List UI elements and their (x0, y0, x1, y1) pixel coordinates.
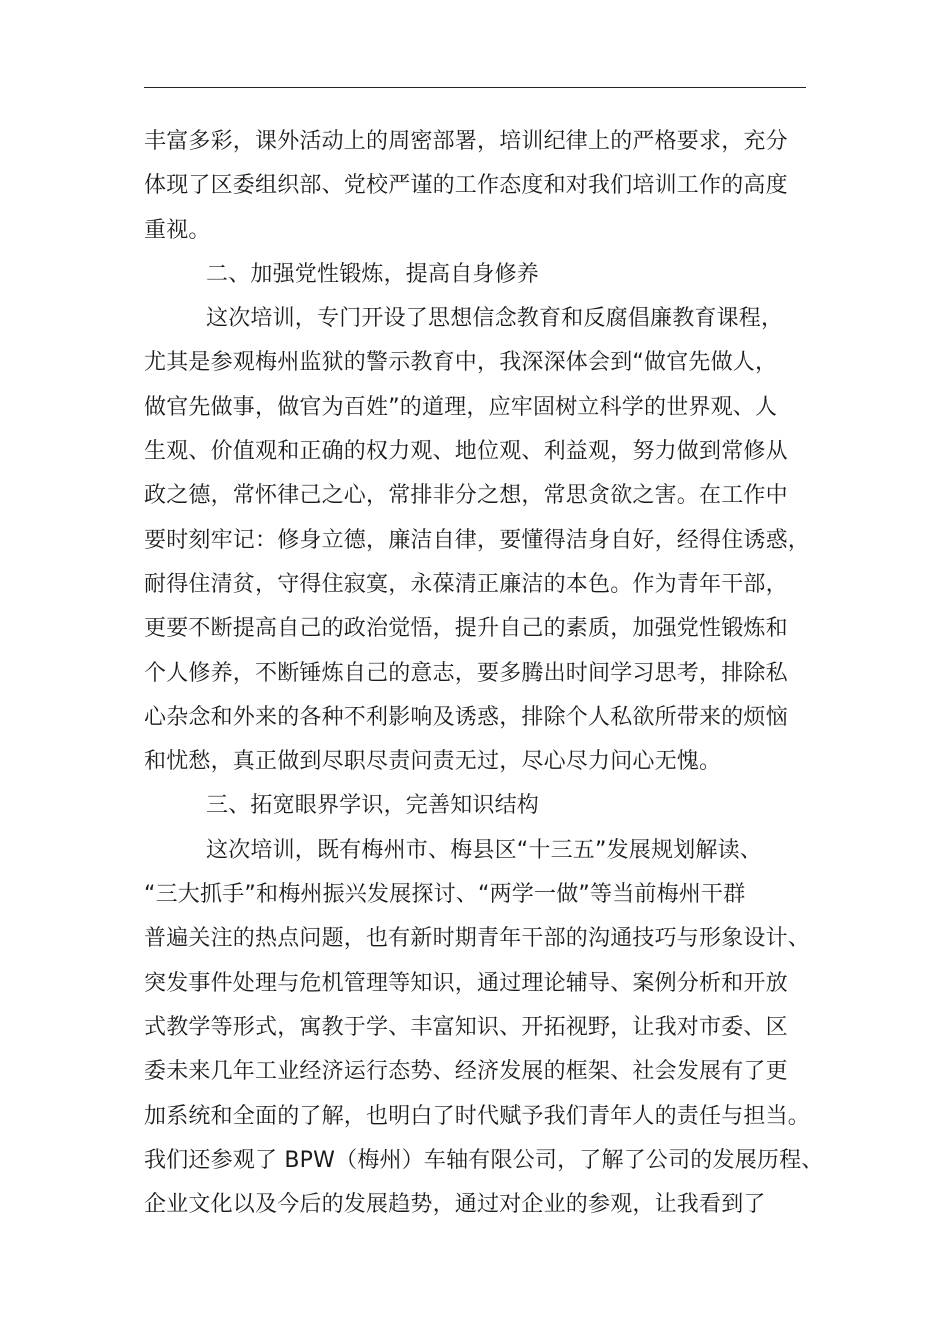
paragraph-line: 要时刻牢记：修身立德，廉洁自律，要懂得洁身自好，经得住诱惑， (144, 527, 811, 553)
paragraph-line: 个人修养，不断锤炼自己的意志，要多腾出时间学习思考，排除私 (144, 660, 788, 686)
paragraph-line-indented: 二、加强党性锻炼，提高自身修养 (206, 261, 540, 287)
paragraph-line: 生观、价值观和正确的权力观、地位观、利益观，努力做到常修从 (144, 439, 788, 465)
paragraph-line: 加系统和全面的了解，也明白了时代赋予我们青年人的责任与担当。 (144, 1103, 811, 1129)
paragraph-line: 和忧愁，真正做到尽职尽责问责无过，尽心尽力问心无愧。 (144, 749, 722, 775)
paragraph-line: 体现了区委组织部、党校严谨的工作态度和对我们培训工作的高度 (144, 173, 788, 199)
paragraph-line: 我们还参观了 BPW（梅州）车轴有限公司，了解了公司的发展历程、 (144, 1147, 824, 1173)
paragraph-line: 突发事件处理与危机管理等知识，通过理论辅导、案例分析和开放 (144, 970, 788, 996)
paragraph-line-indented: 三、拓宽眼界学识，完善知识结构 (206, 793, 540, 819)
paragraph-line: “三大抓手”和梅州振兴发展探讨、“两学一做”等当前梅州干群 (144, 882, 746, 908)
paragraph-line: 重视。 (144, 217, 211, 243)
paragraph-line: 政之德，常怀律己之心，常排非分之想，常思贪欲之害。在工作中 (144, 483, 788, 509)
paragraph-line: 普遍关注的热点问题，也有新时期青年干部的沟通技巧与形象设计、 (144, 926, 811, 952)
paragraph-line-indented: 这次培训，既有梅州市、梅县区“十三五”发展规划解读、 (206, 837, 762, 863)
body-text (144, 120, 824, 1227)
paragraph-line: 做官先做事，做官为百姓”的道理，应牢固树立科学的世界观、人 (144, 394, 778, 420)
paragraph-line: 心杂念和外来的各种不利影响及诱惑，排除个人私欲所带来的烦恼 (144, 704, 788, 730)
paragraph-line-indented: 这次培训，专门开设了思想信念教育和反腐倡廉教育课程， (206, 306, 784, 332)
paragraph-line: 式教学等形式，寓教于学、丰富知识、开拓视野，让我对市委、区 (144, 1014, 788, 1040)
paragraph-line: 丰富多彩，课外活动上的周密部署，培训纪律上的严格要求，充分 (144, 129, 788, 154)
paragraph-line: 企业文化以及今后的发展趋势，通过对企业的参观，让我看到了 (144, 1192, 766, 1218)
paragraph-line: 更要不断提高自己的政治觉悟，提升自己的素质，加强党性锻炼和 (144, 616, 788, 642)
header-rule (144, 87, 806, 88)
paragraph-line: 耐得住清贫，守得住寂寞，永葆清正廉洁的本色。作为青年干部， (144, 571, 788, 597)
paragraph-line: 委未来几年工业经济运行态势、经济发展的框架、社会发展有了更 (144, 1059, 788, 1085)
paragraph-line: 尤其是参观梅州监狱的警示教育中，我深深体会到“做官先做人， (144, 350, 778, 376)
